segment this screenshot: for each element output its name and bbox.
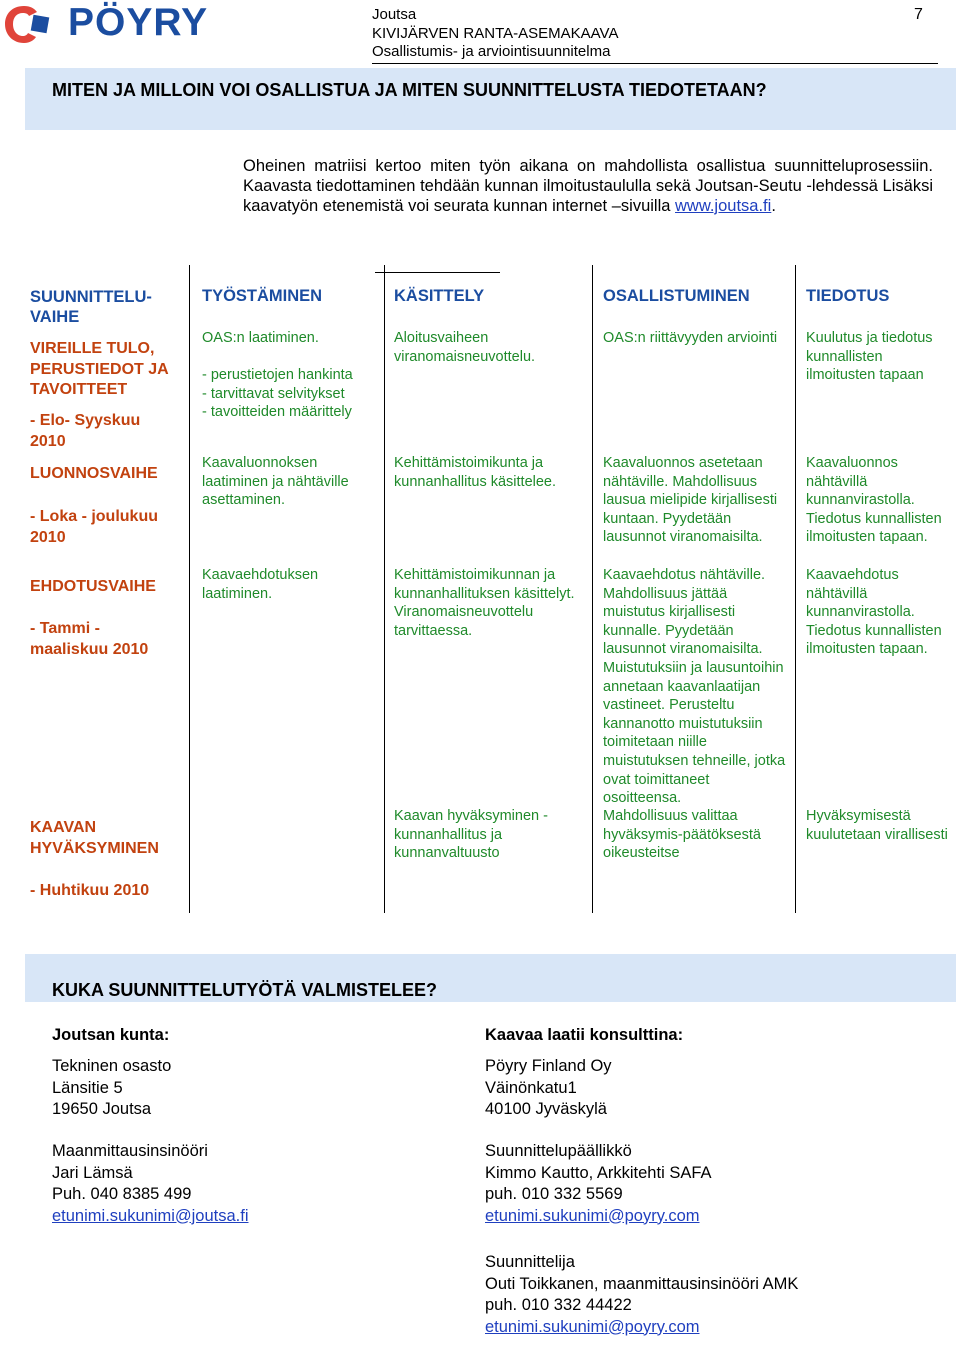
phase-time: - Loka - joulukuu 2010 — [30, 508, 158, 546]
address-line: Tekninen osasto — [52, 1057, 172, 1075]
section1-band — [25, 68, 956, 130]
cell-handling: Aloitusvaiheen viranomaisneuvottelu. — [394, 330, 536, 365]
header-rule — [372, 63, 938, 64]
address-line: Länsitie 5 — [52, 1078, 123, 1097]
cell-work-list: - perustietojen hankinta - tarvittavat selvitykset - tavoitteiden määrittely — [202, 367, 353, 421]
cell-handling: Kehittämistoimikunnan ja kunnanhallituksen käsittelyt. Viranomaisneuvottelu tarvittaessa. — [394, 567, 575, 639]
left-person — [52, 1141, 249, 1227]
person-phone: Puh. 040 8385 499 — [52, 1185, 192, 1203]
col-header-handling: KÄSITTELY — [394, 287, 485, 305]
person-name: Kimmo Kautto, Arkkitehti SAFA — [485, 1163, 712, 1182]
cell-info: Hyväksymisestä kuulutetaan virallisesti — [806, 808, 948, 843]
right-contact-heading: Kaavaa laatii konsulttina: — [485, 1026, 684, 1044]
cell-info: Kaavaehdotus nähtävillä kunnanvirastolla. Tiedotus kunnallisten ilmoitusten tapaan. — [806, 567, 942, 658]
email-link[interactable]: etunimi.sukunimi@poyry.com — [485, 1206, 700, 1225]
address-line: 40100 Jyväskylä — [485, 1100, 607, 1118]
person-title: Suunnittelija — [485, 1253, 575, 1271]
cell-work: OAS:n laatiminen. — [202, 330, 319, 346]
matrix-divider — [795, 265, 796, 913]
person-phone: puh. 010 332 44422 — [485, 1296, 632, 1314]
phase-label: LUONNOSVAIHE — [30, 465, 158, 482]
poyry-logo-icon — [2, 2, 64, 46]
right-address — [485, 1056, 612, 1121]
header-plan-name: KIVIJÄRVEN RANTA-ASEMAKAAVA — [372, 25, 619, 42]
header-document-name: Osallistumis- ja arviointisuunnitelma — [372, 43, 611, 60]
page-number: 7 — [914, 6, 923, 23]
phase-label: KAAVAN HYVÄKSYMINEN — [30, 819, 159, 857]
logo-wordmark: PÖYRY — [68, 1, 209, 44]
intro-end: . — [771, 197, 776, 215]
phase-time: - Huhtikuu 2010 — [30, 882, 150, 899]
cell-participation: OAS:n riittävyyden arviointi — [603, 330, 778, 346]
address-line: Väinönkatu1 — [485, 1078, 577, 1097]
matrix-divider — [384, 265, 385, 913]
phase-time: - Tammi - maaliskuu 2010 — [30, 620, 149, 658]
address-line: Pöyry Finland Oy — [485, 1057, 612, 1075]
person-title: Maanmittausinsinööri — [52, 1142, 208, 1160]
col-header-work: TYÖSTÄMINEN — [202, 287, 323, 305]
right-person-1 — [485, 1141, 712, 1227]
left-contact-heading: Joutsan kunta: — [52, 1026, 170, 1044]
cell-work: Kaavaluonnoksen laatiminen ja nähtäville asettaminen. — [202, 455, 349, 509]
address-line: 19650 Joutsa — [52, 1100, 152, 1118]
cell-work: Kaavaehdotuksen laatiminen. — [202, 567, 319, 602]
col-header-info: TIEDOTUS — [806, 287, 890, 305]
section2-title: KUKA SUUNNITTELUTYÖTÄ VALMISTELEE? — [52, 980, 437, 1000]
phase-label: EHDOTUSVAIHE — [30, 578, 156, 595]
phase-label: VIREILLE TULO, PERUSTIEDOT JA TAVOITTEET — [30, 340, 169, 398]
intro-paragraph — [243, 156, 933, 216]
person-phone: puh. 010 332 5569 — [485, 1185, 623, 1203]
cell-handling: Kaavan hyväksyminen - kunnanhallitus ja kunnanvaltuusto — [394, 808, 548, 862]
email-link[interactable]: etunimi.sukunimi@poyry.com — [485, 1317, 700, 1336]
matrix-divider — [592, 265, 593, 913]
matrix-top-rule — [375, 272, 500, 273]
cell-handling: Kehittämistoimikunta ja kunnanhallitus käsittelee. — [394, 455, 557, 490]
person-name: Outi Toikkanen, maanmittausinsinööri AMK — [485, 1274, 799, 1293]
person-name: Jari Lämsä — [52, 1163, 133, 1182]
joutsa-website-link[interactable]: www.joutsa.fi — [675, 197, 772, 215]
header-municipality: Joutsa — [372, 6, 417, 23]
col-header-participation: OSALLISTUMINEN — [603, 287, 750, 305]
right-person-2 — [485, 1252, 798, 1338]
person-title: Suunnittelupäällikkö — [485, 1142, 632, 1160]
cell-info: Kuulutus ja tiedotus kunnallisten ilmoitusten tapaan — [806, 330, 933, 384]
section1-title: MITEN JA MILLOIN VOI OSALLISTUA JA MITEN SUUNNITTELUSTA TIEDOTETAAN? — [52, 80, 767, 100]
email-link[interactable]: etunimi.sukunimi@joutsa.fi — [52, 1206, 249, 1225]
cell-info: Kaavaluonnos nähtävillä kunnanvirastolla. Tiedotus kunnallisten ilmoitusten tapaan. — [806, 455, 942, 546]
col-header-phase: SUUNNITTELU-VAIHE — [30, 288, 152, 326]
cell-participation: Kaavaehdotus nähtäville. Mahdollisuus jättää muistutus kirjallisesti kunnalle. Pyydetään lausunnot viranomaisilta. Muistutuksiin ja lausuntoihin annetaan kaavanlaatijan vastineet. Perusteltu kannanotto muistutuksiin toimitetaan niille muistutuksen tehneille, jotka ovat toimittaneet osoitteensa. — [603, 567, 786, 807]
cell-participation: Kaavaluonnos asetetaan nähtäville. Mahdollisuus lausua mielipide kirjallisesti kuntaan. Pyydetään lausunnot viranomaisilta. — [603, 455, 778, 546]
cell-participation: Mahdollisuus valittaa hyväksymis-päätöksestä oikeusteitse — [603, 808, 761, 862]
left-address — [52, 1056, 171, 1121]
phase-time: - Elo- Syyskuu 2010 — [30, 412, 141, 450]
section2-band — [25, 954, 956, 1002]
matrix-divider — [189, 265, 190, 913]
intro-text: Oheinen matriisi kertoo miten työn aikana on mahdollista osallistua suunnitteluprosessiin. Kaavasta tiedottaminen tehdään kunnan ilmoitustaululla sekä Joutsan-Seutu -lehdessä Lisäksi kaavatyön etenemistä voi seurata kunnan internet –sivuilla — [243, 157, 933, 215]
